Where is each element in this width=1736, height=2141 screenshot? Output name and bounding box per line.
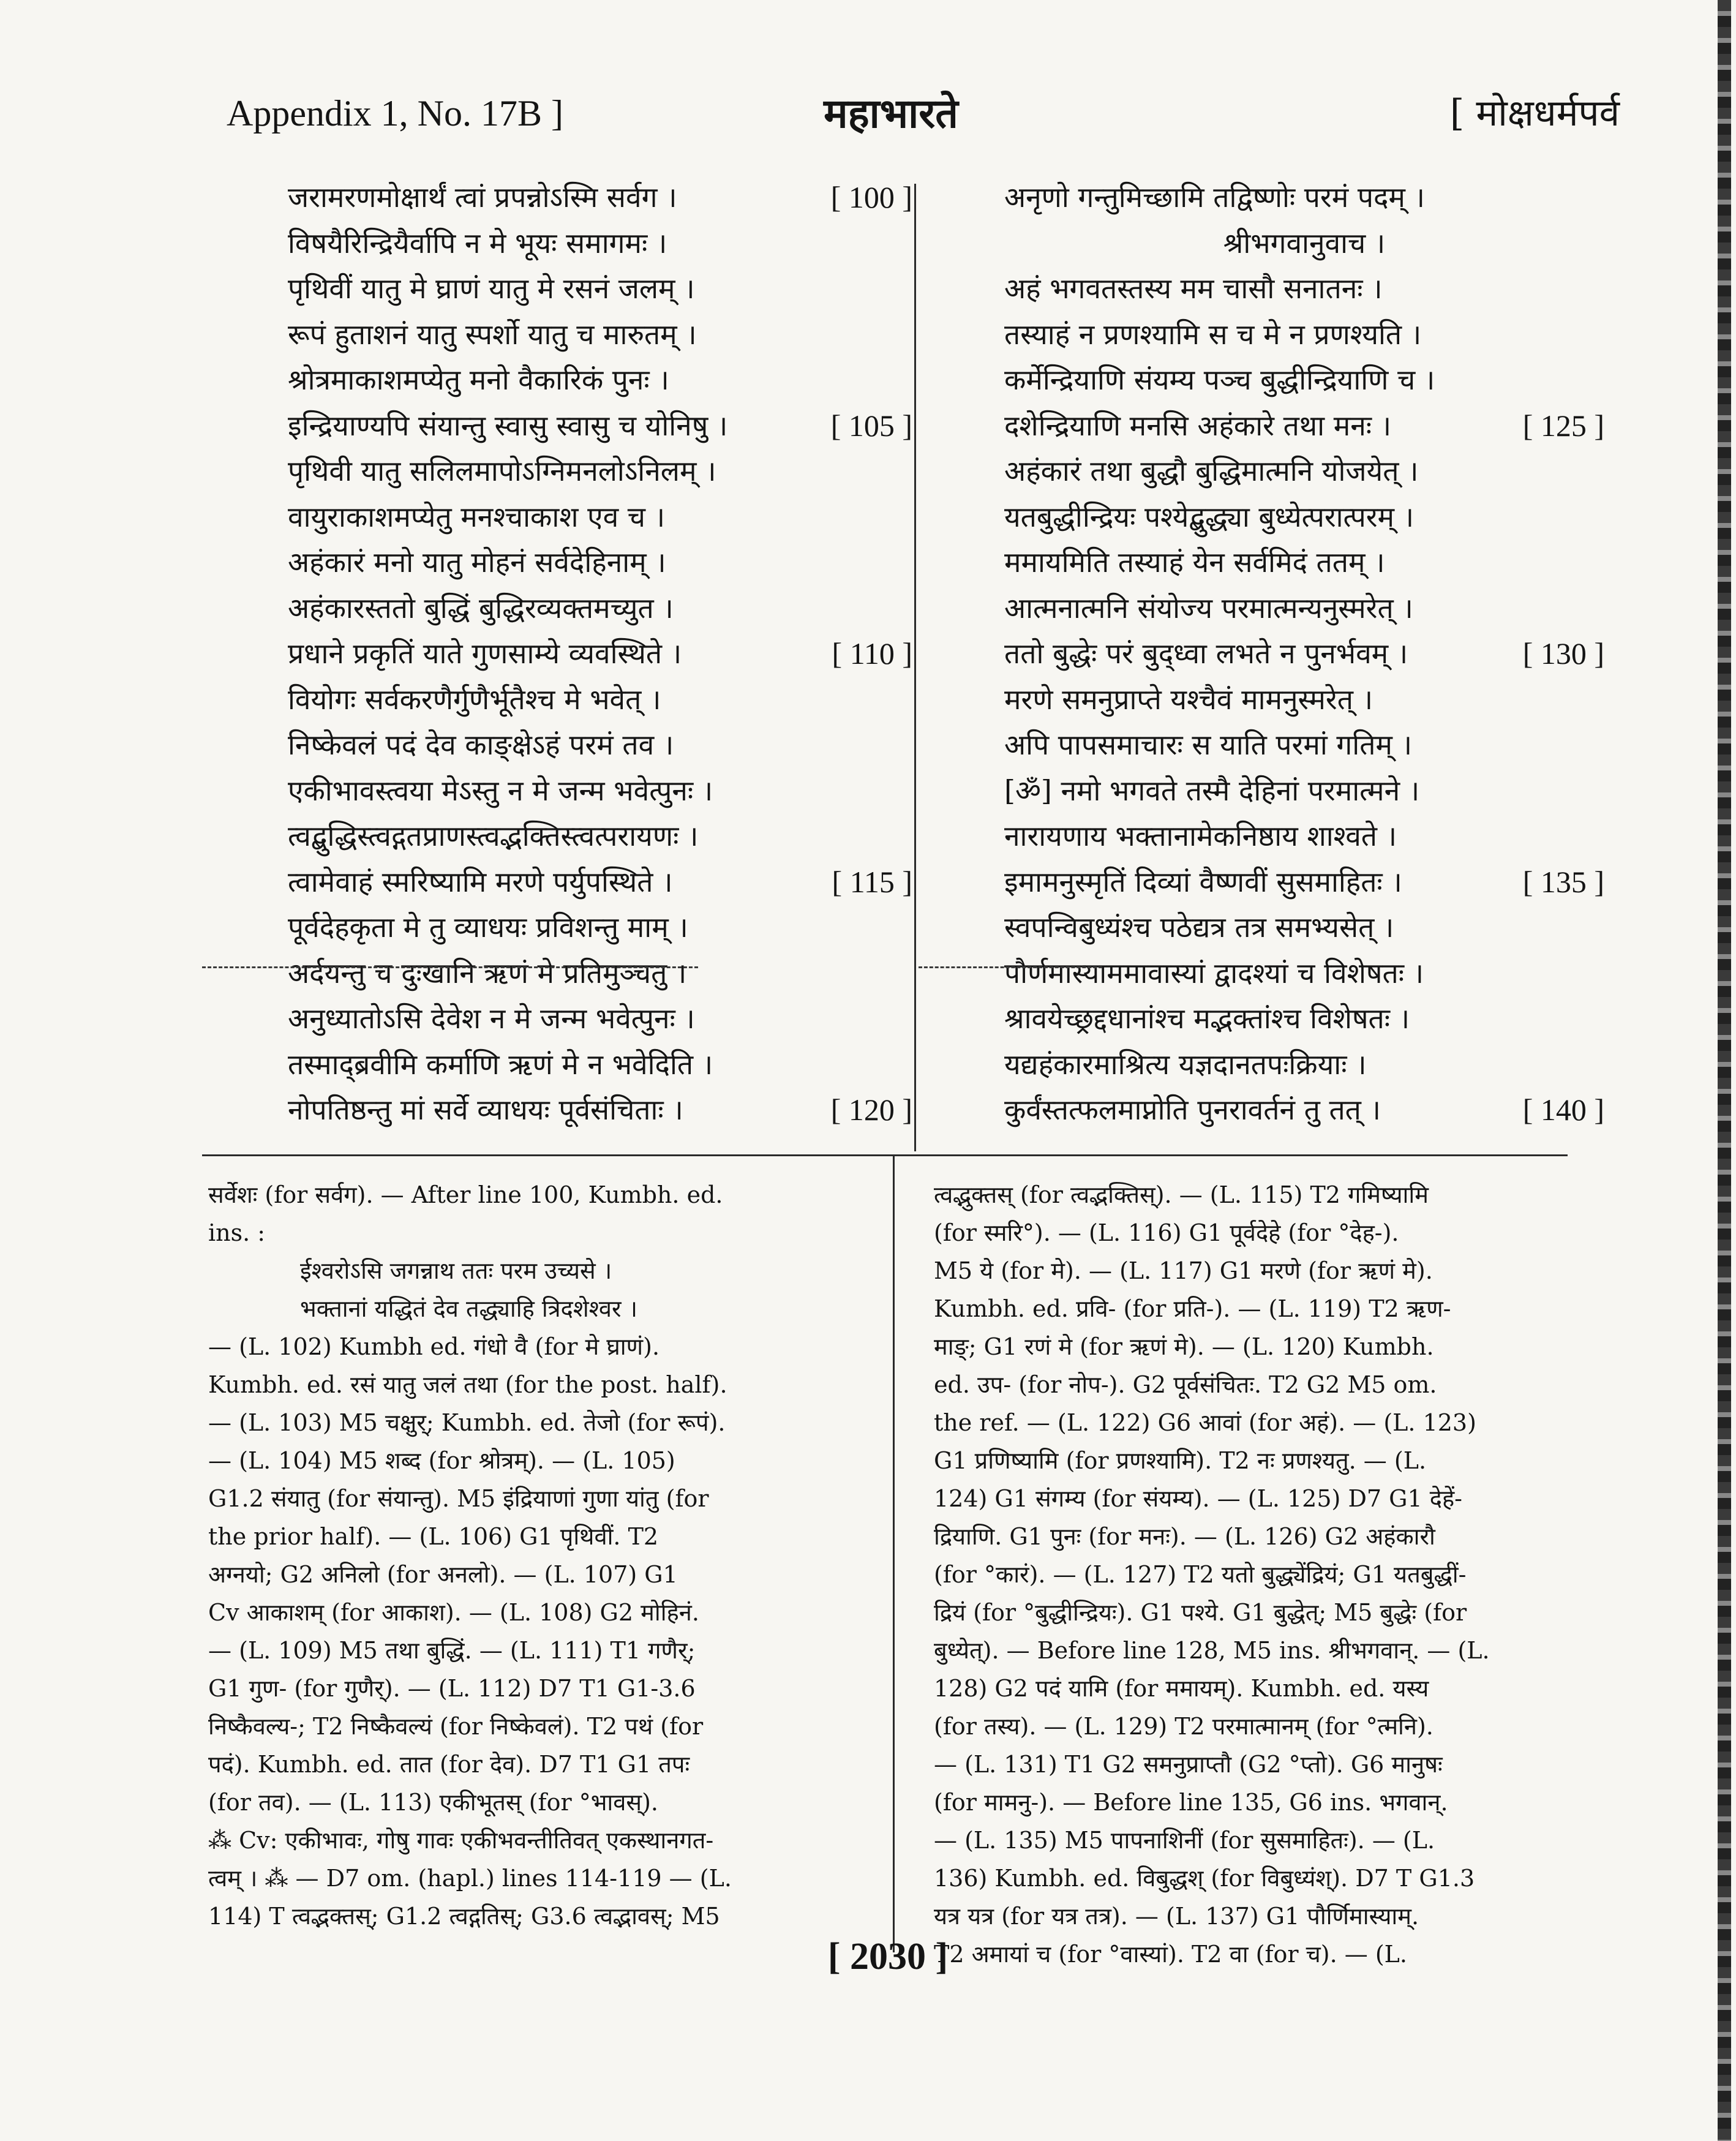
verse-line bbox=[288, 540, 912, 585]
footnote-line: भक्तानां यद्धितं देव तद्ध्याहि त्रिदशेश्वर । bbox=[300, 1295, 637, 1322]
verse-column-right bbox=[1004, 175, 1604, 1133]
verse-line bbox=[1004, 768, 1604, 814]
verse-text: यद्यहंकारमाश्रित्य यज्ञदानतपःक्रियाः । bbox=[1004, 1047, 1367, 1081]
footnote-line: — (L. 131) T1 G2 समनुप्राप्तौ (G2 °प्तो). G6 मानुषः bbox=[934, 1751, 1443, 1778]
verse-text: इन्द्रियाण्यपि संयान्तु स्वासु स्वासु च योनिषु । bbox=[288, 408, 728, 442]
verse-text: अर्दयन्तु च दुःखानि ऋणं मे प्रतिमुञ्चतु । bbox=[288, 956, 687, 990]
verse-text: पौर्णमास्याममावास्यां द्वादश्यां च विशेषतः । bbox=[1004, 956, 1424, 990]
verse-number: [ 135 ] bbox=[1522, 864, 1604, 899]
verse-line bbox=[1004, 677, 1604, 723]
verse-line bbox=[288, 859, 912, 905]
footnote-line: यत्र यत्र (for यत्र तत्र). — (L. 137) G1 पौर्णिमास्याम्. bbox=[934, 1903, 1419, 1930]
verse-text: अहंकारं तथा बुद्धौ बुद्धिमात्मनि योजयेत् । bbox=[1004, 454, 1419, 487]
footnotes-right bbox=[934, 1176, 1571, 1973]
verse-line bbox=[1004, 357, 1604, 403]
page-edge-strip bbox=[1718, 0, 1731, 2141]
verse-text: अनुध्यातोऽसि देवेश न मे जन्म भवेत्पुनः । bbox=[288, 1002, 695, 1035]
verse-number: [ 125 ] bbox=[1522, 408, 1604, 443]
page-number: [ 2030 ] bbox=[827, 1936, 949, 1977]
verse-number: [ 115 ] bbox=[832, 864, 912, 899]
footnote-rule bbox=[202, 1154, 1568, 1156]
verse-line bbox=[288, 631, 912, 677]
footnote-line: (for तव). — (L. 113) एकीभूतस् (for °भावस्). bbox=[208, 1789, 658, 1816]
verse-text: नोपतिष्ठन्तु मां सर्वे व्याधयः पूर्वसंचिताः । bbox=[288, 1093, 683, 1126]
footnote-column-divider bbox=[893, 1156, 895, 1952]
footnote-line: द्रियं (for °बुद्धीन्द्रियः). G1 पश्ये. G1 बुद्धेत्; M5 बुद्धेः (for bbox=[934, 1599, 1467, 1626]
footnote-line: अग्नयो; G2 अनिलो (for अनलो). — (L. 107) G1 bbox=[208, 1561, 678, 1588]
verse-text: नारायणाय भक्तानामेकनिष्ठाय शाश्वते । bbox=[1004, 819, 1397, 852]
verse-line bbox=[1004, 1087, 1604, 1133]
verse-line bbox=[1004, 585, 1604, 631]
book-title: महाभारते bbox=[824, 89, 958, 137]
verse-text: वायुराकाशमप्येतु मनश्चाकाश एव च । bbox=[288, 500, 666, 533]
footnote-line: ईश्वरोऽसि जगन्नाथ ततः परम उच्यसे । bbox=[300, 1257, 612, 1284]
footnote-line: — (L. 103) M5 चक्षुर्; Kumbh. ed. तेजो (for रूपं). bbox=[208, 1409, 726, 1436]
verse-line bbox=[1004, 494, 1604, 540]
verse-number: [ 140 ] bbox=[1522, 1093, 1604, 1127]
footnote-line: the ref. — (L. 122) G6 आवां (for अहं). — (L. 123) bbox=[934, 1409, 1476, 1436]
footnote-line: पदं). Kumbh. ed. तात (for देव). D7 T1 G1 तपः bbox=[208, 1751, 690, 1778]
footnote-line: त्वम् । ⁂ — D7 om. (hapl.) lines 114-119 — (L. bbox=[208, 1865, 732, 1892]
dashed-rule-left bbox=[202, 966, 698, 968]
verse-line bbox=[288, 1087, 912, 1133]
footnote-line: 128) G2 पदं यामि (for ममायम्). Kumbh. ed. यस्य bbox=[934, 1675, 1429, 1702]
verse-line bbox=[288, 585, 912, 631]
verse-text: [ॐ] नमो भगवते तस्मै देहिनां परमात्मने । bbox=[1004, 773, 1420, 807]
footnote-line: माङ्; G1 रणं मे (for ऋणं मे). — (L. 120) Kumbh. bbox=[934, 1333, 1434, 1360]
verse-line bbox=[1004, 1042, 1604, 1088]
footnote-line: त्वद्भुक्तस् (for त्वद्भक्तिस्). — (L. 115) T2 गमिष्यामि bbox=[934, 1181, 1429, 1208]
verse-text: पूर्वदेहकृता मे तु व्याधयः प्रविशन्तु माम् । bbox=[288, 911, 688, 944]
footnote-line: 114) T त्वद्भक्तस्; G1.2 त्वद्गतिस्; G3.6 त्वद्भावस्; M5 bbox=[208, 1903, 720, 1930]
verse-text: आत्मनात्मनि संयोज्य परमात्मन्यनुस्मरेत् । bbox=[1004, 591, 1413, 625]
verse-text: श्रावयेच्छ्रद्दधानांश्च मद्भक्तांश्च विशेषतः । bbox=[1004, 1002, 1410, 1035]
verse-text: जरामरणमोक्षार्थं त्वां प्रपन्नोऽस्मि सर्वग । bbox=[288, 181, 677, 214]
verse-number: [ 100 ] bbox=[830, 180, 912, 214]
appendix-label: Appendix 1, No. 17B ] bbox=[227, 93, 563, 134]
verse-line bbox=[1004, 905, 1604, 950]
verse-text: ममायमिति तस्याहं येन सर्वमिदं ततम् । bbox=[1004, 546, 1385, 579]
verse-text: यतबुद्धीन्द्रियः पश्येद्बुद्ध्या बुध्येत्परात्परम् । bbox=[1004, 500, 1415, 533]
verse-text: तस्याहं न प्रणश्यामि स च मे न प्रणश्यति । bbox=[1004, 317, 1422, 351]
verse-number: [ 130 ] bbox=[1522, 636, 1604, 671]
verse-line bbox=[1004, 312, 1604, 358]
verse-line bbox=[288, 448, 912, 494]
footnote-line: द्रियाणि. G1 पुनः (for मनः). — (L. 126) G2 अहंकारौ bbox=[934, 1523, 1435, 1550]
verse-text: त्वद्बुद्धिस्त्वद्गतप्राणस्त्वद्भक्तिस्त्वत्परायणः । bbox=[288, 819, 699, 852]
verse-text: श्रोत्रमाकाशमप्येतु मनो वैकारिकं पुनः । bbox=[288, 363, 669, 396]
footnote-line: — (L. 135) M5 पापनाशिनीं (for सुसमाहितः). — (L. bbox=[934, 1827, 1435, 1854]
footnote-line: Kumbh. ed. रसं यातु जलं तथा (for the post. half). bbox=[208, 1371, 727, 1398]
verse-text: एकीभावस्त्वया मेऽस्तु न मे जन्म भवेत्पुनः । bbox=[288, 773, 713, 807]
footnote-line: बुध्येत्). — Before line 128, M5 ins. श्रीभगवान्. — (L. bbox=[934, 1637, 1490, 1664]
verse-text: वियोगः सर्वकरणैर्गुणैर्भूतैश्च मे भवेत् । bbox=[288, 682, 661, 716]
verse-line bbox=[1004, 722, 1604, 768]
footnote-line: M5 ये (for मे). — (L. 117) G1 मरणे (for ऋणं मे). bbox=[934, 1257, 1433, 1284]
footnote-line: G1 गुण- (for गुणैर्). — (L. 112) D7 T1 G1-3.6 bbox=[208, 1675, 696, 1702]
verse-text: मरणे समनुप्राप्ते यश्चैवं मामनुस्मरेत् । bbox=[1004, 682, 1373, 716]
verse-text: विषयैरिन्द्रियैर्वापि न मे भूयः समागमः । bbox=[288, 226, 667, 260]
footnote-line: (for स्मरि°). — (L. 116) G1 पूर्वदेहे (for °देह-). bbox=[934, 1219, 1399, 1246]
verse-line bbox=[288, 494, 912, 540]
verse-column-left bbox=[288, 175, 912, 1133]
verse-line bbox=[288, 950, 912, 996]
footnote-line: ins. : bbox=[208, 1219, 266, 1246]
verse-line bbox=[288, 813, 912, 859]
verse-line bbox=[288, 220, 912, 266]
verse-line bbox=[288, 768, 912, 814]
footnote-line: सर्वेशः (for सर्वग). — After line 100, Kumbh. ed. bbox=[208, 1181, 723, 1208]
verse-line bbox=[1004, 175, 1604, 220]
parva-title: [ मोक्षधर्मपर्व bbox=[1449, 92, 1620, 135]
verse-text: अहंकारं मनो यातु मोहनं सर्वदेहिनाम् । bbox=[288, 546, 666, 579]
verse-line bbox=[1004, 220, 1604, 266]
verse-line bbox=[288, 403, 912, 449]
verse-line bbox=[1004, 631, 1604, 677]
verse-line bbox=[1004, 813, 1604, 859]
verse-text: रूपं हुताशनं यातु स्पर्शो यातु च मारुतम् । bbox=[288, 317, 697, 351]
verse-text: स्वपन्विबुध्यंश्च पठेद्यत्र तत्र समभ्यसेत् । bbox=[1004, 911, 1394, 944]
footnote-line: Kumbh. ed. प्रवि- (for प्रति-). — (L. 119) T2 ऋण- bbox=[934, 1295, 1451, 1322]
footnote-line: (for तस्य). — (L. 129) T2 परमात्मानम् (for °त्मनि). bbox=[934, 1713, 1434, 1740]
verse-line bbox=[288, 357, 912, 403]
verse-line bbox=[1004, 403, 1604, 449]
footnote-line: ⁂ Cv: एकीभावः, गोषु गावः एकीभवन्तीतिवत् एकस्थानगत- bbox=[208, 1827, 714, 1854]
column-divider bbox=[914, 184, 916, 1151]
verse-text: अपि पापसमाचारः स याति परमां गतिम् । bbox=[1004, 728, 1412, 761]
verse-number: [ 105 ] bbox=[830, 408, 912, 443]
verse-text: पृथिवी यातु सलिलमापोऽग्निमनलोऽनिलम् । bbox=[288, 454, 716, 487]
verse-line bbox=[1004, 448, 1604, 494]
verse-text: अनृणो गन्तुमिच्छामि तद्विष्णोः परमं पदम् । bbox=[1004, 181, 1425, 214]
verse-text: पृथिवीं यातु मे घ्राणं यातु मे रसनं जलम् । bbox=[288, 272, 695, 305]
verse-line bbox=[1004, 996, 1604, 1042]
footnote-line: 124) G1 संगम्य (for संयम्य). — (L. 125) D7 G1 देहें- bbox=[934, 1485, 1462, 1512]
verse-line bbox=[288, 266, 912, 312]
verse-text: अहं भगवतस्तस्य मम चासौ सनातनः । bbox=[1004, 272, 1383, 305]
verse-line bbox=[288, 175, 912, 220]
verse-line bbox=[288, 677, 912, 723]
footnote-line: the prior half). — (L. 106) G1 पृथिवीं. T2 bbox=[208, 1523, 659, 1550]
verse-text: त्वामेवाहं स्मरिष्यामि मरणे पर्युपस्थिते । bbox=[288, 865, 673, 898]
footnote-line: — (L. 102) Kumbh ed. गंधो वै (for मे घ्राणं). bbox=[208, 1333, 660, 1360]
footnote-line: G1 प्रणिष्यामि (for प्रणश्यामि). T2 नः प्रणश्यतु. — (L. bbox=[934, 1447, 1427, 1474]
footnote-line: (for °कारं). — (L. 127) T2 यतो बुद्ध्येंद्रियं; G1 यतबुद्धीं- bbox=[934, 1561, 1467, 1588]
footnote-line: निष्कैवल्य-; T2 निष्कैवल्यं (for निष्केवलं). T2 पथं (for bbox=[208, 1713, 704, 1740]
verse-line bbox=[1004, 950, 1604, 996]
footnote-line: Cv आकाशम् (for आकाश). — (L. 108) G2 मोहिनं. bbox=[208, 1599, 699, 1626]
verse-number: [ 120 ] bbox=[830, 1093, 912, 1127]
verse-text: निष्केवलं पदं देव काङ्क्षेऽहं परमं तव । bbox=[288, 728, 674, 761]
verse-text: श्रीभगवानुवाच । bbox=[1223, 226, 1386, 260]
footnotes-left bbox=[208, 1176, 873, 1935]
footnote-line: T2 अमायां च (for °वास्यां). T2 वा (for च). — (L. bbox=[934, 1941, 1407, 1968]
verse-line bbox=[1004, 266, 1604, 312]
verse-text: कुर्वंस्तत्फलमाप्नोति पुनरावर्तनं तु तत् । bbox=[1004, 1093, 1381, 1126]
footnote-line: — (L. 104) M5 शब्द (for श्रोत्रम्). — (L. 105) bbox=[208, 1447, 675, 1474]
verse-line bbox=[1004, 540, 1604, 585]
footnote-line: ed. उप- (for नोप-). G2 पूर्वसंचितः. T2 G2 M5 om. bbox=[934, 1371, 1437, 1398]
verse-text: दशेन्द्रियाणि मनसि अहंकारे तथा मनः । bbox=[1004, 408, 1392, 442]
verse-line bbox=[288, 905, 912, 950]
footnote-line: G1.2 संयातु (for संयान्तु). M5 इंद्रियाणां गुणा यांतु (for bbox=[208, 1485, 709, 1512]
verse-line bbox=[288, 996, 912, 1042]
dashed-rule-right bbox=[919, 966, 1102, 968]
verse-text: प्रधाने प्रकृतिं याते गुणसाम्ये व्यवस्थिते । bbox=[288, 637, 682, 670]
footnote-line: — (L. 109) M5 तथा बुद्धिं. — (L. 111) T1 गणैर्; bbox=[208, 1637, 696, 1664]
footnote-line: 136) Kumbh. ed. विबुद्धश् (for विबुध्यंश्). D7 T G1.3 bbox=[934, 1865, 1475, 1892]
verse-line bbox=[288, 722, 912, 768]
verse-line bbox=[1004, 859, 1604, 905]
verse-text: इमामनुस्मृतिं दिव्यां वैष्णवीं सुसमाहितः । bbox=[1004, 865, 1402, 898]
verse-line bbox=[288, 1042, 912, 1088]
verse-text: तस्माद्ब्रवीमि कर्माणि ऋणं मे न भवेदिति । bbox=[288, 1047, 713, 1081]
footnote-line: (for मामनु-). — Before line 135, G6 ins. भगवान्. bbox=[934, 1789, 1448, 1816]
verse-line bbox=[288, 312, 912, 358]
verse-text: ततो बुद्धेः परं बुद्ध्वा लभते न पुनर्भवम् । bbox=[1004, 637, 1408, 670]
verse-number: [ 110 ] bbox=[832, 636, 912, 671]
verse-text: अहंकारस्ततो बुद्धिं बुद्धिरव्यक्तमच्युत । bbox=[288, 591, 674, 625]
verse-text: कर्मेन्द्रियाणि संयम्य पञ्च बुद्धीन्द्रियाणि च । bbox=[1004, 363, 1435, 396]
